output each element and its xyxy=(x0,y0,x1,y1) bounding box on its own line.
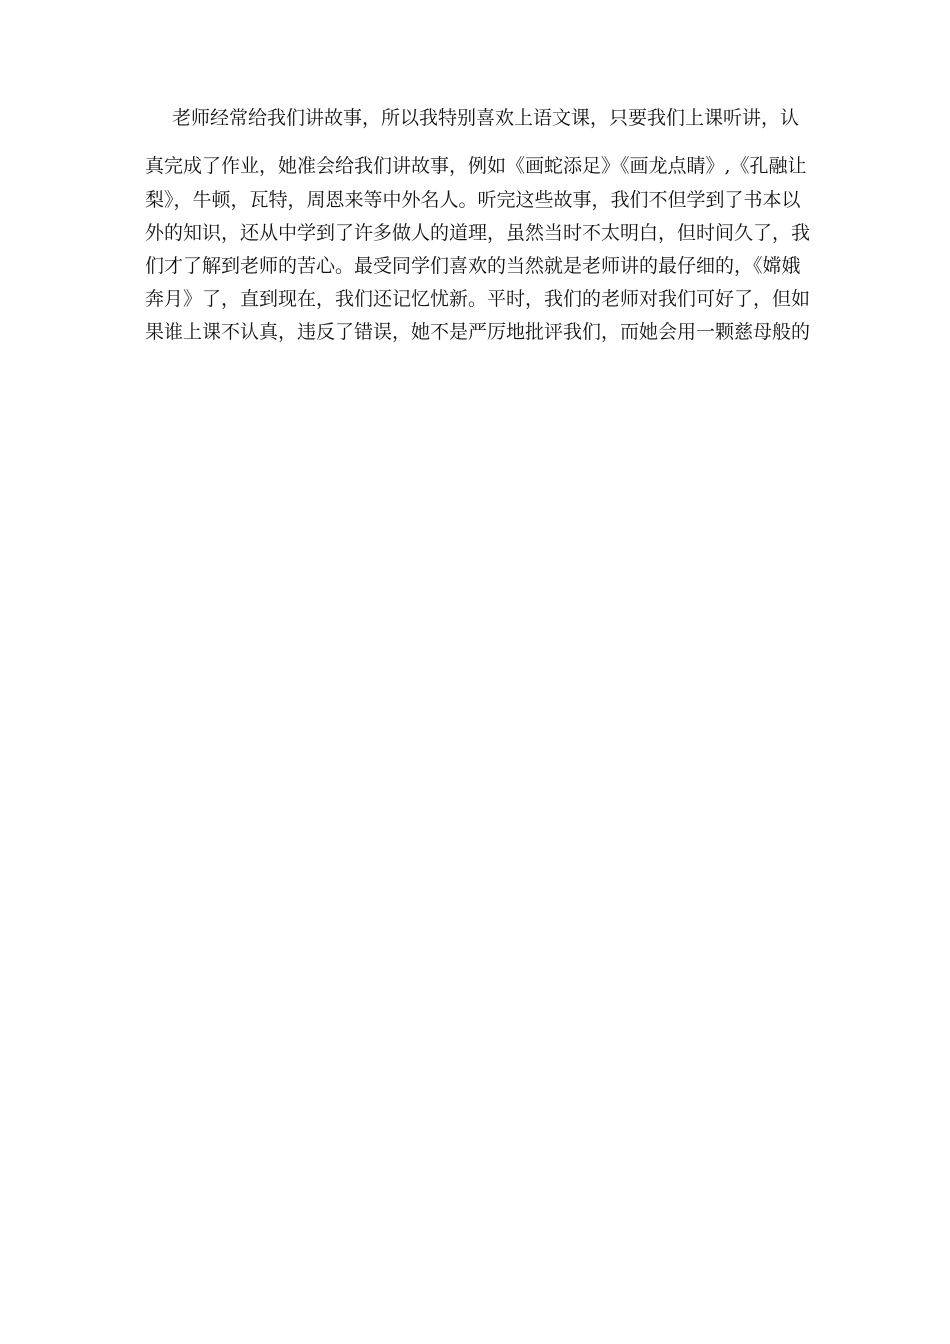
paragraph-line: 们才了解到老师的苦心。最受同学们喜欢的当然就是老师讲的最仔细的，《嫦娥 xyxy=(145,255,801,277)
paragraph-line: 果谁上课不认真，违反了错误，她不是严厉地批评我们，而她会用一颗慈母般的 xyxy=(145,321,811,343)
paragraph-line: 真完成了作业，她准会给我们讲故事，例如《画蛇添足》《画龙点睛》,《孔融让 xyxy=(145,155,807,177)
paragraph-line: 梨》，牛顿，瓦特，周恩来等中外名人。听完这些故事，我们不但学到了书本以 xyxy=(145,189,801,211)
paragraph-line: 老师经常给我们讲故事，所以我特别喜欢上语文课，只要我们上课听讲，认 xyxy=(172,107,800,129)
paragraph-line: 奔月》了，直到现在，我们还记忆忧新。平时，我们的老师对我们可好了，但如 xyxy=(145,288,811,310)
paragraph-line: 外的知识，还从中学到了许多做人的道理，虽然当时不太明白，但时间久了，我 xyxy=(145,222,811,244)
